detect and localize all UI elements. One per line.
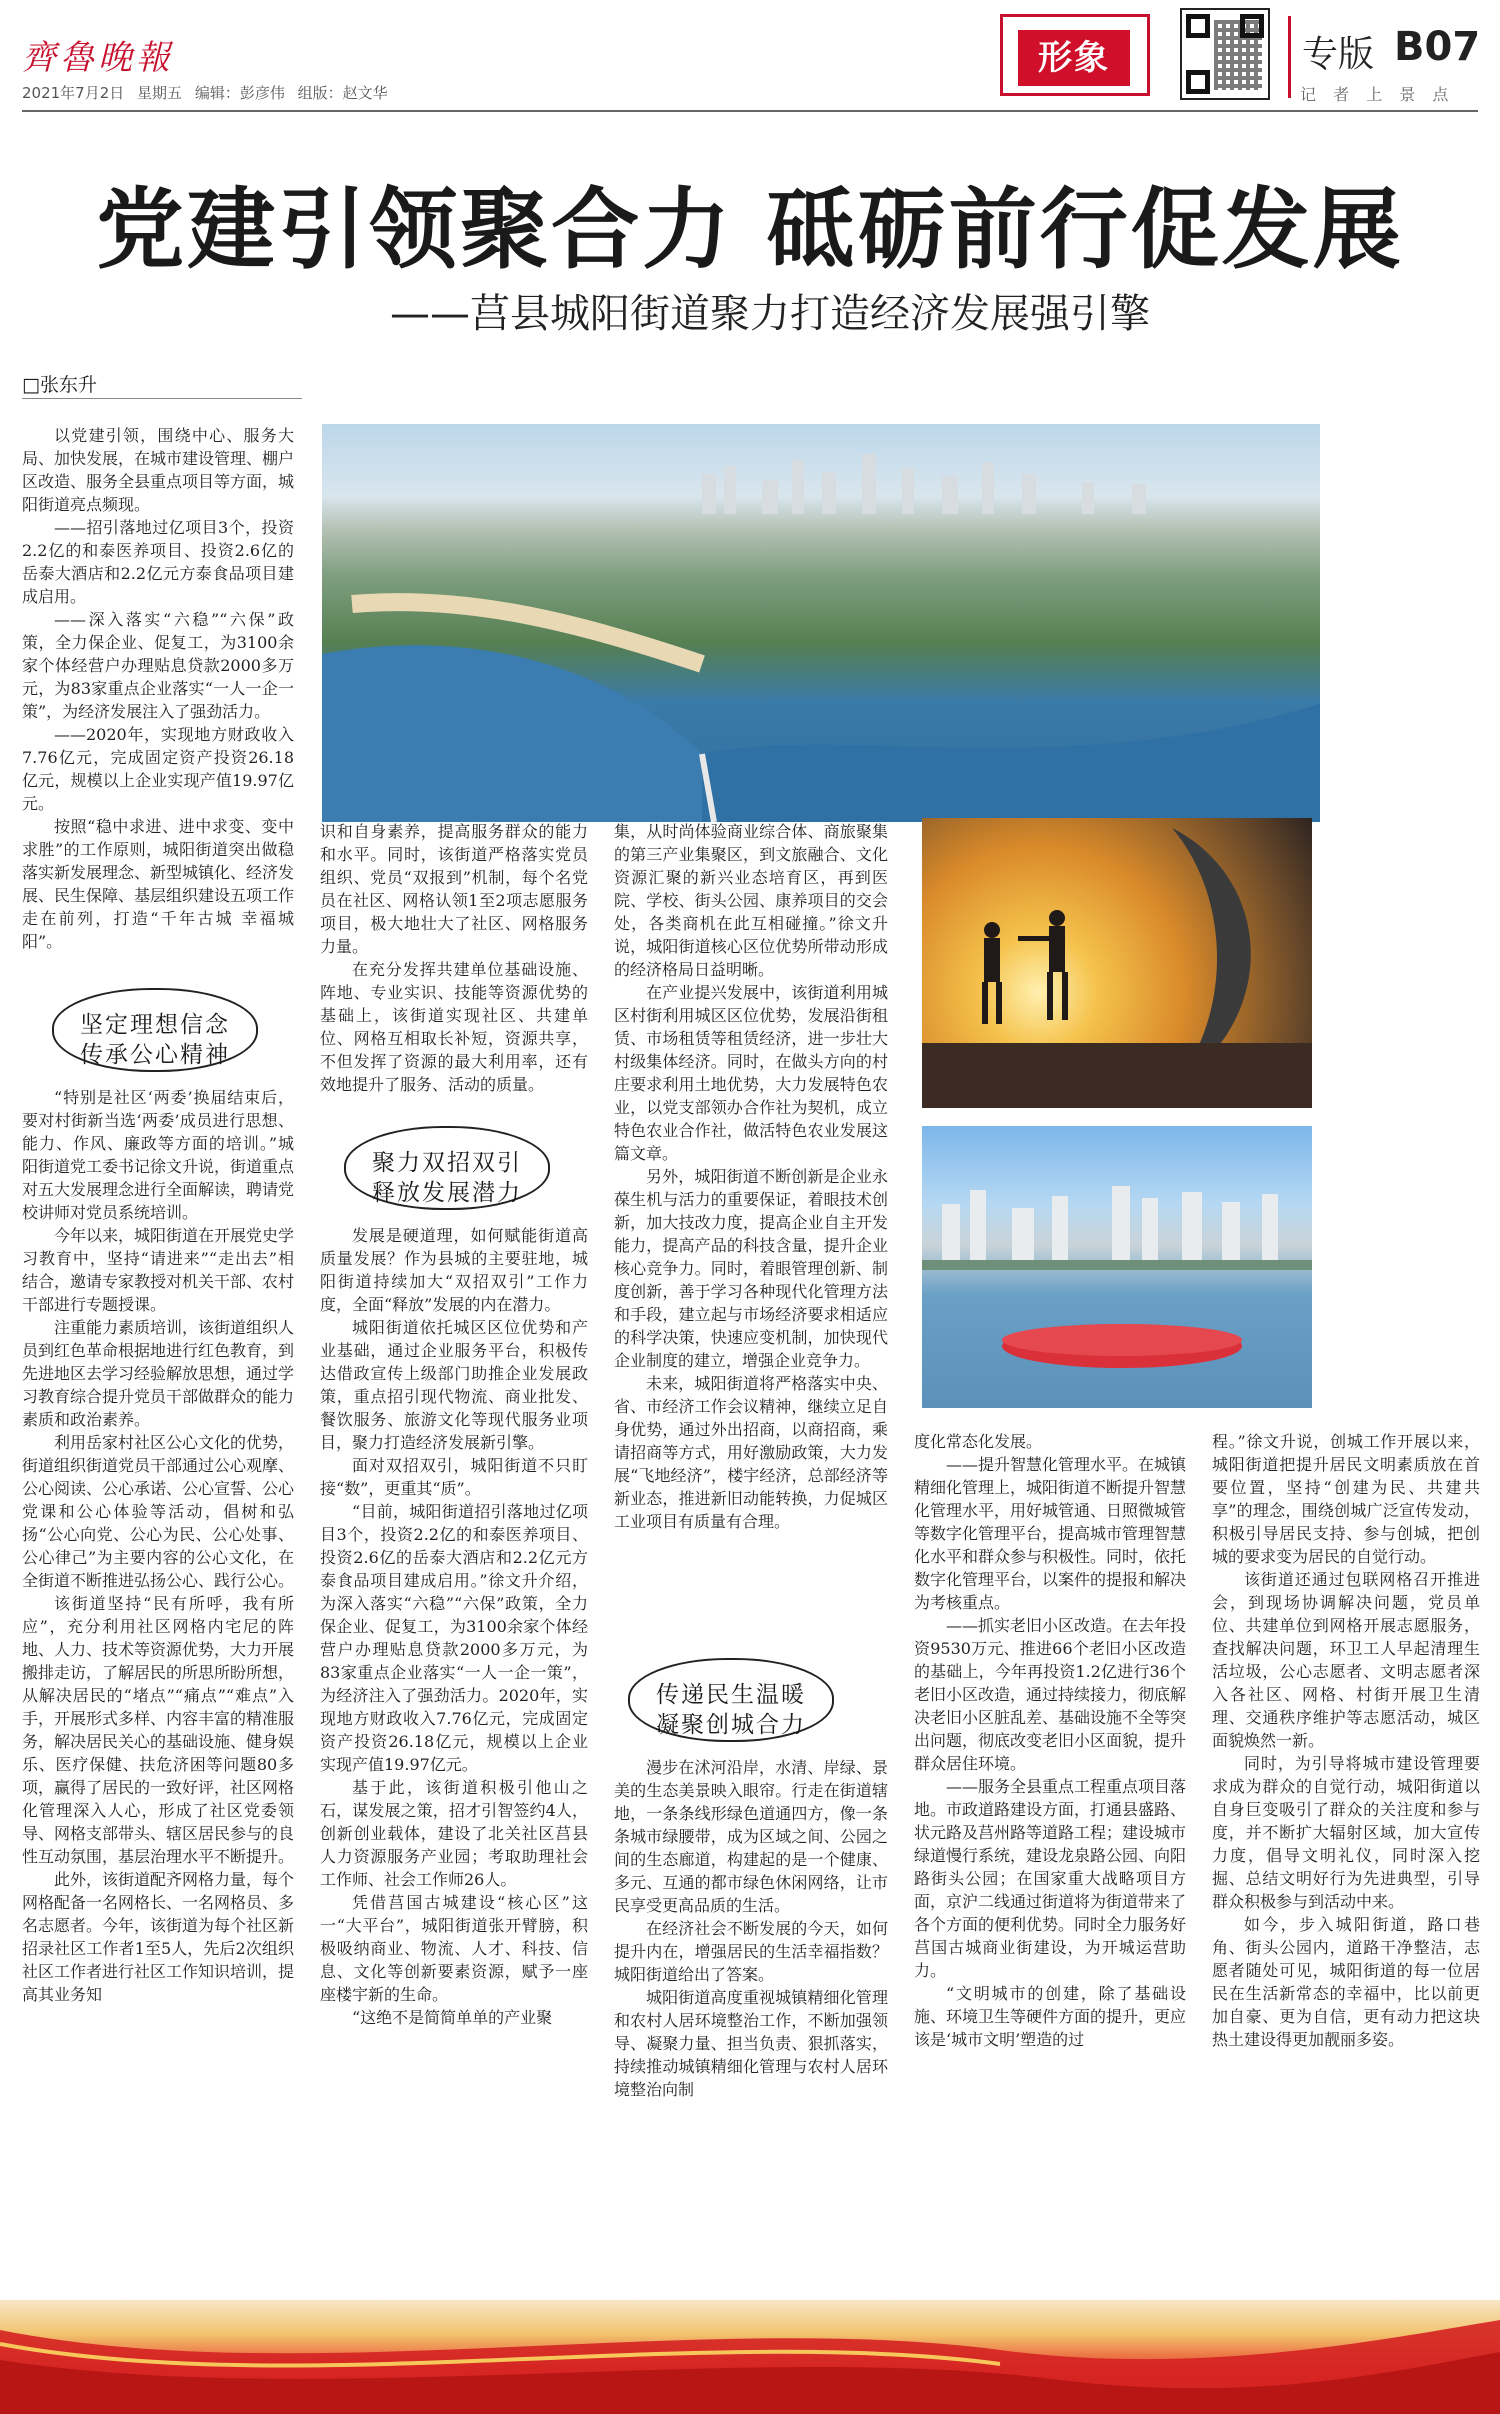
paragraph: ——服务全县重点工程重点项目落地。市政道路建设方面，打通县盛路、状元路及莒州路等道路工程；建设城市绿道慢行系统，建设龙泉路公园、向阳路街头公园；在国家重大战略项目方面，京沪二线通过街道将为街道带来了各个方面的便利优势。同时全力服务好莒国古城商业街建设，为开城运营助力。 (914, 1777, 1186, 1980)
paragraph: “目前，城阳街道招引落地过亿项目3个，投资2.2亿的和泰医养项目、投资2.6亿的岳泰大酒店和2.2亿元方泰食品项目建成启用。”徐文升介绍，为深入落实“六稳”“六保”政策，全力保企业、促复工，为3100余家个体经营户办理贴息贷款2000多万元，为83家重点企业落实“一人一企一策”，为经济注入了强劲活力。2020年，实现地方财政收入7.76亿元，完成固定资产投资26.18亿元，规模以上企业实现产值19.97亿元。 (320, 1502, 588, 1774)
paragraph: 凭借莒国古城建设“核心区”这一“大平台”，城阳街道张开臂膀，积极吸纳商业、物流、人才、科技、信息、文化等创新要素资源，赋予一座座楼宇新的生命。 (320, 1893, 588, 2004)
section-head-ideals (44, 980, 266, 1080)
article-column-1a (22, 424, 294, 984)
paragraph: 如今，步入城阳街道，路口巷角、街头公园内，道路干净整洁，志愿者随处可见，城阳街道的每一位居民在生活新常态的幸福中，比以前更加自豪、更为自信，更有动力把这块热土建设得更加靓丽多姿。 (1212, 1915, 1480, 2049)
article-column-3b (614, 1756, 888, 2210)
section-tag: 形象 (1018, 30, 1130, 86)
article-subtitle: ——莒县城阳街道聚力打造经济发展强引擎 (390, 291, 1150, 337)
issue-date: 2021年7月2日 (22, 84, 125, 102)
paragraph: 漫步在沭河沿岸，水清、岸绿、景美的生态美景映入眼帘。行走在街道辖地，一条条线形绿色道通四方，像一条条城市绿腰带，成为区域之间、公园之间的生态廊道，构建起的是一个健康、多元、互通的都市绿色休闲网络，让市民享受更高品质的生活。 (614, 1758, 888, 1915)
masthead-divider (1288, 16, 1291, 98)
section-head-line-1: 坚定理想信念 (80, 1012, 230, 1038)
paragraph: “特别是社区‘两委’换届结束后，要对村街新当选‘两委’成员进行思想、能力、作风、廉政等方面的培训。”城阳街道党工委书记徐文升说，街道重点对五大发展理念进行全面解读，聘请党校讲师对党员系统培训。 (22, 1088, 294, 1222)
article-title: 党建引领聚合力 砥砺前行促发展 (96, 178, 1404, 281)
paragraph: 同时，为引导将城市建设管理要求成为群众的自觉行动，城阳街道以自身巨变吸引了群众的关注度和参与度，并不断扩大辐射区域，加大宣传力度，倡导文明礼仪，同时深入挖掘、总结文明好行为先进典型，引导群众积极参与到活动中来。 (1212, 1754, 1480, 1911)
masthead-rule (22, 110, 1478, 112)
paragraph: ——提升智慧化管理水平。在城镇精细化管理上，城阳街道不断提升智慧化管理水平，用好城管通、日照微城管等数字化管理平台，提高城市管理智慧化水平和群众参与积极性。同时，依托数字化管理平台，以案件的提报和解决为考核重点。 (914, 1455, 1186, 1612)
paragraph: 以党建引领，围绕中心、服务大局、加快发展，在城市建设管理、棚户区改造、服务全县重点项目等方面，城阳街道亮点频现。 (22, 426, 294, 514)
paragraph: 今年以来，城阳街道在开展党史学习教育中，坚持“请进来”“走出去”相结合，邀请专家教授对机关干部、农村干部进行专题授课。 (22, 1226, 294, 1314)
paragraph: 程。”徐文升说，创城工作开展以来，城阳街道把提升居民文明素质放在首要位置，坚持“创建为民、共建共享”的理念，围绕创城广泛宣传发动，积极引导居民支持、参与创城，把创城的要求变为居民的自觉行动。 (1212, 1432, 1480, 1566)
paragraph: 发展是硬道理，如何赋能街道高质量发展？作为县城的主要驻地，城阳街道持续加大“双招双引”工作力度，全面“释放”发展的内在潜力。 (320, 1226, 588, 1314)
paragraph: 城阳街道依托城区区位优势和产业基础，通过企业服务平台，积极传达借政宣传上级部门助推企业发展政策，重点招引现代物流、商业批发、餐饮服务、旅游文化等现代服务业项目，聚力打造经济发展新引擎。 (320, 1318, 588, 1452)
section-head-line-2: 凝聚创城合力 (656, 1712, 806, 1738)
paragraph: 度化常态化发展。 (914, 1432, 1043, 1451)
paragraph: 在充分发挥共建单位基础设施、阵地、专业实识、技能等资源优势的基础上，该街道实现社区、共建单位、网格互相取长补短，资源共享，不但发挥了资源的最大利用率，还有效地提升了服务、活动的质量。 (320, 960, 588, 1094)
article-column-4 (914, 1430, 1186, 2210)
paragraph: 注重能力素质培训，该街道组织人员到红色革命根据地进行红色教育，到先进地区去学习经验解放思想，通过学习教育综合提升党员干部做群众的能力素质和政治素养。 (22, 1318, 294, 1429)
byline-rule (22, 398, 302, 399)
sunset-taichi-photo (922, 818, 1312, 1108)
paragraph: ——招引落地过亿项目3个，投资2.2亿的和泰医养项目、投资2.6亿的岳泰大酒店和2.2亿元方泰食品项目建成启用。 (22, 518, 294, 606)
paragraph: ——抓实老旧小区改造。在去年投资9530万元、推进66个老旧小区改造的基础上，今年再投资1.2亿进行36个老旧小区改造，通过持续接力，彻底解决老旧小区脏乱差、基础设施不全等突出问题，彻底改变老旧小区面貌，提升群众居住环境。 (914, 1616, 1186, 1773)
paragraph: 在经济社会不断发展的今天，如何提升内在，增强居民的生活幸福指数？城阳街道给出了答案。 (614, 1919, 888, 1984)
masthead-meta (22, 82, 388, 103)
editor-credit: 编辑：彭彦伟 (194, 84, 285, 102)
article-column-2b (320, 1224, 588, 2210)
byline: □张东升 (22, 374, 97, 396)
paragraph: ——2020年，实现地方财政收入7.76亿元，完成固定资产投资26.18亿元，规模以上企业实现产值19.97亿元。 (22, 725, 294, 813)
paragraph: 未来，城阳街道将严格落实中央、省、市经济工作会议精神，继续立足自身优势，通过外出招商，以商招商，乘请招商等方式，用好激励政策，大力发展“飞地经济”，楼宇经济，总部经济等新业态，推进新旧动能转换，力促城区工业项目有质量有合理。 (614, 1374, 888, 1531)
reporter-credit: 记 者 上 景 点 (1300, 85, 1449, 104)
layout-credit: 组版：赵文华 (297, 84, 388, 102)
paragraph: 基于此，该街道积极引他山之石，谋发展之策，招才引智签约4人，创新创业载体，建设了北关社区莒县人力资源服务产业园；考取助理社会工作师、社会工作师26人。 (320, 1778, 588, 1889)
aerial-city-photo (322, 424, 1320, 822)
paragraph: 利用岳家村社区公心文化的优势，街道组织街道党员干部通过公心观摩、公心阅读、公心承诺、公心宣誓、公心党课和公心体验等活动，倡树和弘扬“公心向党、公心为民、公心处事、公心律己”为主要内容的公心文化，在全街道不断推进弘扬公心、践行公心。 (22, 1433, 294, 1590)
article-column-5 (1212, 1430, 1480, 2210)
section-head-line-2: 释放发展潜力 (372, 1180, 522, 1206)
paragraph: ——深入落实“六稳”“六保”政策，全力保企业、促复工，为3100余家个体经营户办理贴息贷款2000多万元，为83家重点企业落实“一人一企一策”，为经济发展注入了强劲活力。 (22, 610, 294, 721)
article-column-3a (614, 820, 888, 1640)
section-head-line-2: 传承公心精神 (80, 1042, 230, 1068)
special-edition-label: 专版 (1302, 34, 1375, 75)
paragraph: 城阳街道高度重视城镇精细化管理和农村人居环境整治工作，不断加强领导、凝聚力量、担当负责、狠抓落实，持续推动城镇精细化管理与农村人居环境整治向制 (614, 1988, 888, 2099)
decorative-ribbon-banner (0, 2300, 1500, 2414)
paragraph: 该街道还通过包联网格召开推进会，到现场协调解决问题，党员单位、共建单位到网格开展志愿服务，查找解决问题，环卫工人早起清理生活垃圾，公心志愿者、文明志愿者深入各社区、网格、村街开展卫生清理、交通秩序维护等志愿活动，城区面貌焕然一新。 (1212, 1570, 1480, 1750)
article-column-2a (320, 820, 588, 1126)
paragraph: 另外，城阳街道不断创新是企业永葆生机与活力的重要保证，着眼技术创新，加大技改力度，提高企业自主开发能力，提高产品的科技含量，提升企业核心竞争力。同时，着眼管理创新、制度创新，善于学习各种现代化管理方法和手段，建立起与市场经济要求相适应的科学决策，快速应变机制，加快现代企业制度的建立，增强企业竞争力。 (614, 1167, 888, 1370)
article-column-1b (22, 1086, 294, 2210)
qr-code-icon[interactable] (1180, 8, 1270, 100)
issue-weekday: 星期五 (137, 84, 183, 102)
page-number: B07 (1394, 24, 1481, 70)
paragraph: 此外，该街道配齐网格力量，每个网格配备一名网格长、一名网格员、多名志愿者。今年，该街道为每个社区新招录社区工作者1至5人，先后2次组织社区工作者进行社区工作知识培训，提高其业务知 (22, 1870, 294, 2004)
paragraph: 该街道坚持“民有所呼，我有所应”，充分利用社区网格内宅尼的阵地、人力、技术等资源优势，大力开展搬排走访，了解居民的所思所盼所想，从解决居民的“堵点”“痛点”“难点”入手，开展形式多样、内容丰富的精准服务，解决居民关心的基础设施、健身娱乐、医疗保健、扶危济困等问题80多项，赢得了居民的一致好评，社区网格化管理深入人心，形成了社区党委领导、网格支部带头、辖区居民参与的良性互动氛围，基层治理水平不断提升。 (22, 1594, 294, 1866)
section-head-line-1: 聚力双招双引 (372, 1150, 522, 1176)
paragraph: 集，从时尚体验商业综合体、商旅聚集的第三产业集聚区，到文旅融合、文化资源汇聚的新兴业态培育区，再到医院、学校、街头公园、康养项目的交会处，各类商机在此互相碰撞。”徐文升说，城阳街道核心区位优势所带动形成的经济格局日益明晰。 (614, 822, 888, 979)
paragraph: 在产业提兴发展中，该街道利用城区村街利用城区区位优势，发展沿街租赁、市场租赁等租赁经济，进一步壮大村级集体经济。同时，在做头方向的村庄要求利用土地优势，大力发展特色农业，以党支部领办合作社为契机，成立特色农业合作社，做活特色农业发展这篇文章。 (614, 983, 888, 1163)
paragraph: 面对双招双引，城阳街道不只盯接“数”，更重其“质”。 (320, 1456, 588, 1498)
newspaper-logo: 齊魯晚報 (22, 38, 174, 78)
section-head-investment (336, 1118, 558, 1218)
section-head-line-1: 传递民生温暖 (656, 1682, 806, 1708)
section-head-livelihood (620, 1650, 842, 1750)
paragraph: “这绝不是简简单单的产业聚 (352, 2008, 553, 2027)
paragraph: 识和自身素养，提高服务群众的能力和水平。同时，该街道严格落实党员组织、党员“双报到”机制，每个名党员在社区、网格认领1至2项志愿服务项目，极大地壮大了社区、网格服务力量。 (320, 822, 588, 956)
paragraph: 按照“稳中求进、进中求变、变中求胜”的工作原则，城阳街道突出做稳落实新发展理念、新型城镇化、经济发展、民生保障、基层组织建设五项工作走在前列，打造“千年古城 幸福城阳”。 (22, 817, 294, 951)
paragraph: “文明城市的创建，除了基础设施、环境卫生等硬件方面的提升，更应该是‘城市文明’塑造的过 (914, 1984, 1186, 2049)
riverside-city-photo (922, 1126, 1312, 1408)
